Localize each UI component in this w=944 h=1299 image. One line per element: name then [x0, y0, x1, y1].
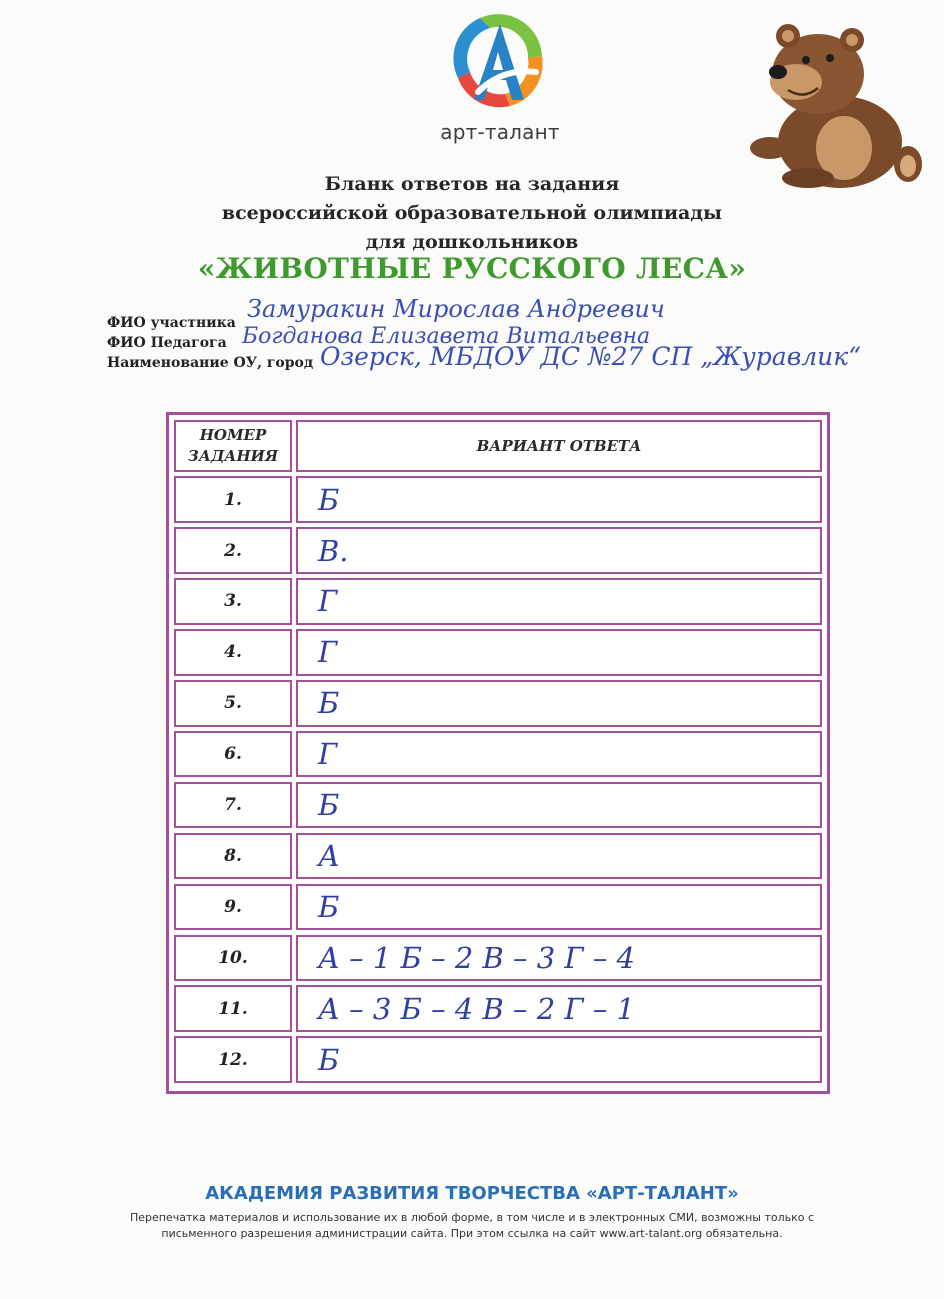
task-answer: А – 1 Б – 2 В – 3 Г – 4 — [296, 935, 822, 982]
task-number: 11. — [174, 985, 292, 1032]
task-answer: Г — [296, 731, 822, 778]
organization-label: Наименование ОУ, город — [107, 355, 314, 371]
title-line-1: Бланк ответов на задания — [324, 173, 620, 195]
task-answer: А — [296, 833, 822, 880]
task-number: 8. — [174, 833, 292, 880]
answer-grid — [174, 420, 822, 1086]
title-line-3: для дошкольников — [365, 231, 579, 253]
teacher-value: Богданова Елизавета Витальевна — [242, 324, 651, 349]
title-line-2: всероссийской образовательной олимпиады — [221, 202, 723, 224]
olympiad-name: «ЖИВОТНЫЕ РУССКОГО ЛЕСА» — [197, 252, 747, 285]
task-answer: Г — [296, 629, 822, 676]
task-answer: В. — [296, 527, 822, 574]
task-number: 2. — [174, 527, 292, 574]
task-number: 10. — [174, 935, 292, 982]
art-talant-logo-icon — [450, 8, 550, 116]
task-number: 1. — [174, 476, 292, 523]
column-header-answer: ВАРИАНТ ОТВЕТА — [296, 420, 822, 472]
column-header-number: НОМЕР ЗАДАНИЯ — [174, 420, 292, 472]
participant-label: ФИО участника — [107, 315, 236, 331]
task-number: 3. — [174, 578, 292, 625]
task-answer: Б — [296, 884, 822, 931]
task-number: 5. — [174, 680, 292, 727]
task-answer: Г — [296, 578, 822, 625]
task-answer: Б — [296, 782, 822, 829]
footer-title: АКАДЕМИЯ РАЗВИТИЯ ТВОРЧЕСТВА «АРТ-ТАЛАНТ» — [205, 1183, 739, 1204]
participant-info — [107, 295, 861, 373]
task-answer: Б — [296, 476, 822, 523]
organization-value: Озерск, МБДОУ ДС №27 СП „Журавлик“ — [320, 342, 861, 371]
task-answer: А – 3 Б – 4 В – 2 Г – 1 — [296, 985, 822, 1032]
form-title — [0, 170, 944, 257]
footer-note: Перепечатка материалов и использование их в любой форме, в том числе и в электронных СМИ, возможны только с письменного разрешения администрации сайта. При этом ссылка на сайт www.art-talant.org обязательна. — [129, 1211, 815, 1240]
logo — [440, 8, 560, 144]
answer-table — [166, 412, 830, 1094]
task-answer: Б — [296, 680, 822, 727]
bear-illustration-icon — [748, 14, 923, 189]
task-number: 4. — [174, 629, 292, 676]
teacher-label: ФИО Педагога — [107, 335, 227, 351]
teacher-row — [107, 324, 651, 353]
task-number: 9. — [174, 884, 292, 931]
task-number: 6. — [174, 731, 292, 778]
brand-name: арт-талант — [440, 120, 560, 144]
task-answer: Б — [296, 1036, 822, 1083]
participant-value: Замуракин Мирослав Андреевич — [247, 295, 665, 323]
task-number: 12. — [174, 1036, 292, 1083]
task-number: 7. — [174, 782, 292, 829]
